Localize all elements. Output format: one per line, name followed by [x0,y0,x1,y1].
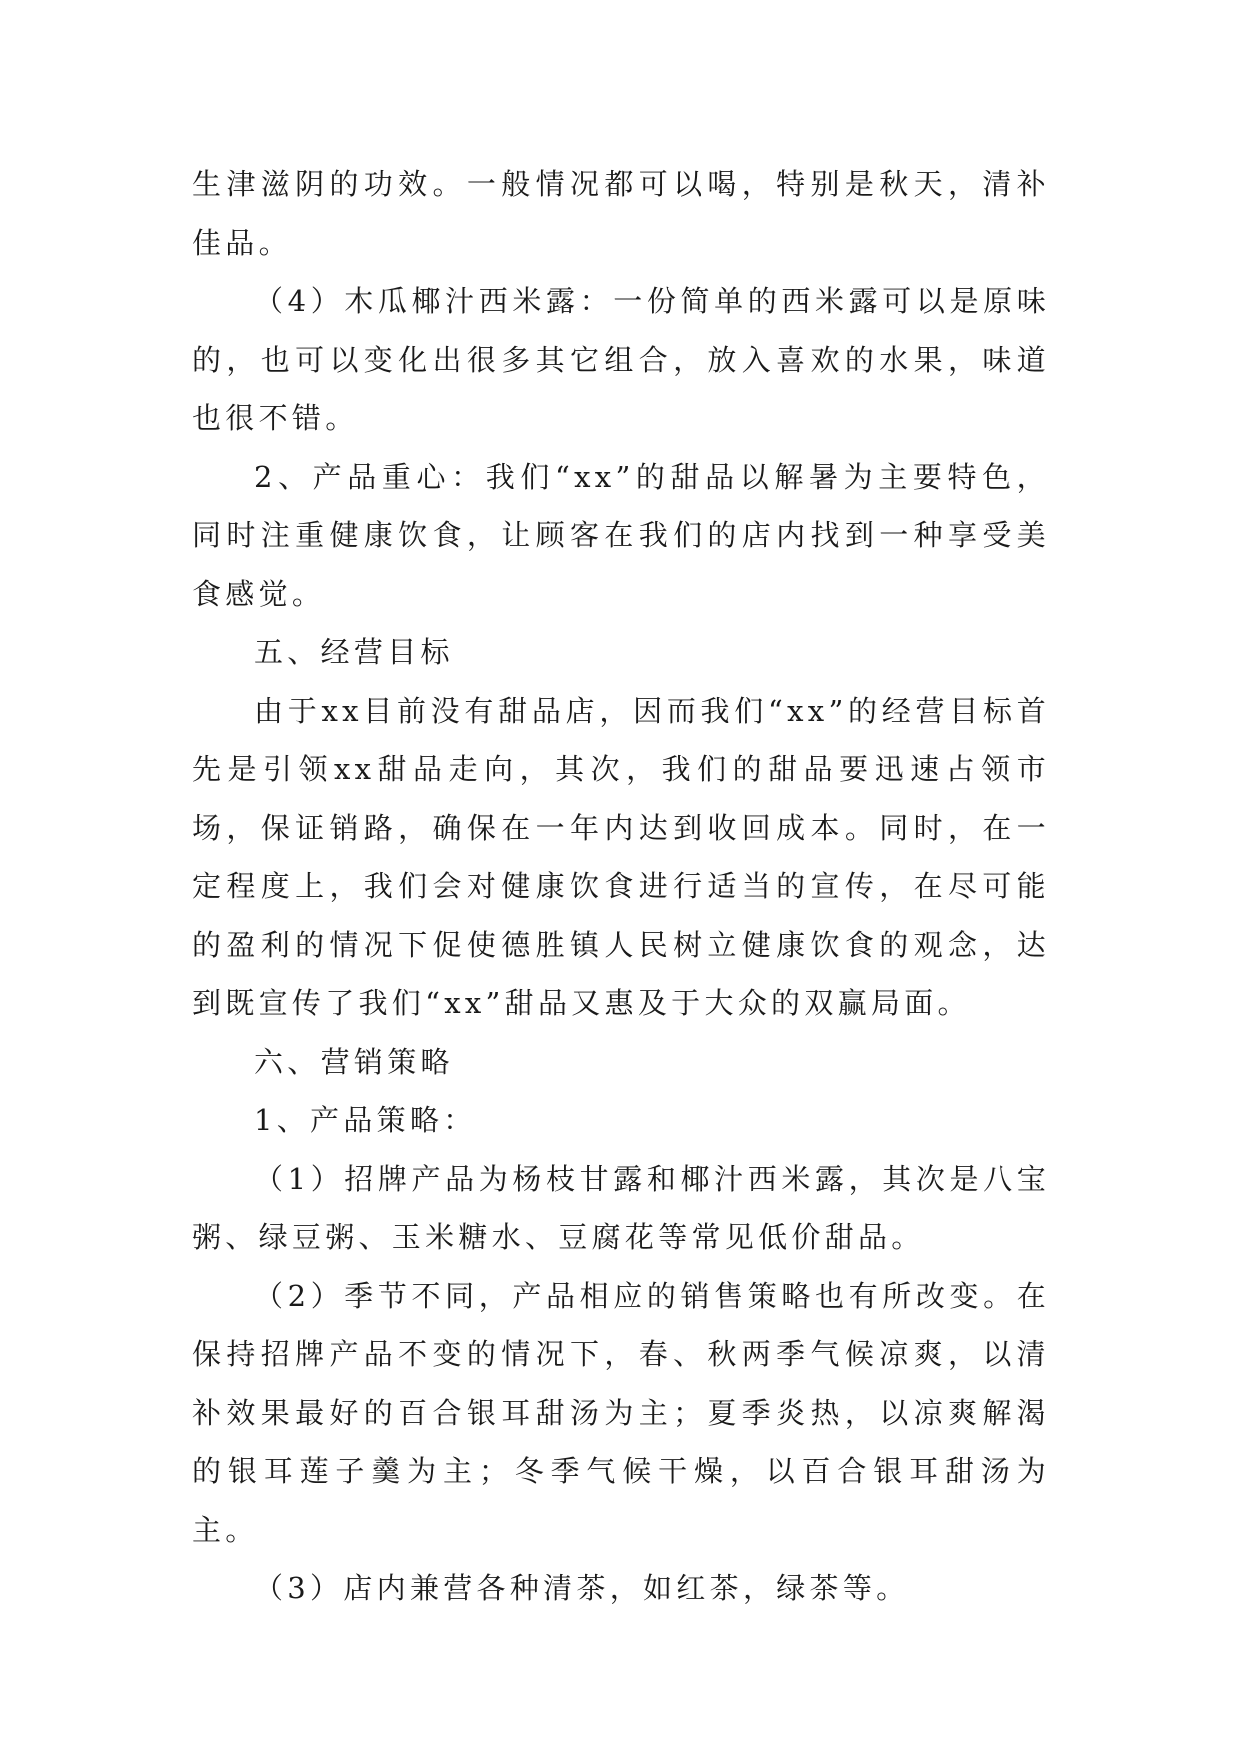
section-heading: 六、营销策略 [254,1044,454,1079]
subsection-heading: 1、产品策略： [254,1103,477,1137]
document-body [192,155,1050,1618]
paragraph: 生津滋阴的功效。一般情况都可以喝，特别是秋天，清补佳品。 [192,167,1050,260]
paragraph: （4）木瓜椰汁西米露：一份简单的西米露可以是原味的，也可以变化出很多其它组合，放入喜欢的水果，味道也很不错。 [192,284,1050,435]
paragraph: （1）招牌产品为杨枝甘露和椰汁西米露，其次是八宝粥、绿豆粥、玉米糖水、豆腐花等常见低价甜品。 [192,1161,1050,1254]
paragraph: （3）店内兼营各种清茶，如红茶，绿茶等。 [254,1571,910,1605]
paragraph: 2、产品重心：我们“xx”的甜品以解暑为主要特色，同时注重健康饮食，让顾客在我们的店内找到一种享受美食感觉。 [192,459,1050,611]
section-heading: 五、经营目标 [254,635,454,669]
paragraph: 由于xx目前没有甜品店，因而我们“xx”的经营目标首先是引领xx甜品走向，其次，我们的甜品要迅速占领市场，保证销路，确保在一年内达到收回成本。同时，在一定程度上，我们会对健康饮食进行适当的宣传，在尽可能的盈利的情况下促使德胜镇人民树立健康饮食的观念，达到既宣传了我们“xx”甜品又惠及于大众的双赢局面。 [192,693,1050,1020]
paragraph: （2）季节不同，产品相应的销售策略也有所改变。在保持招牌产品不变的情况下，春、秋两季气候凉爽，以清补效果最好的百合银耳甜汤为主；夏季炎热，以凉爽解渴的银耳莲子羹为主；冬季气候干燥，以百合银耳甜汤为主。 [192,1278,1050,1547]
